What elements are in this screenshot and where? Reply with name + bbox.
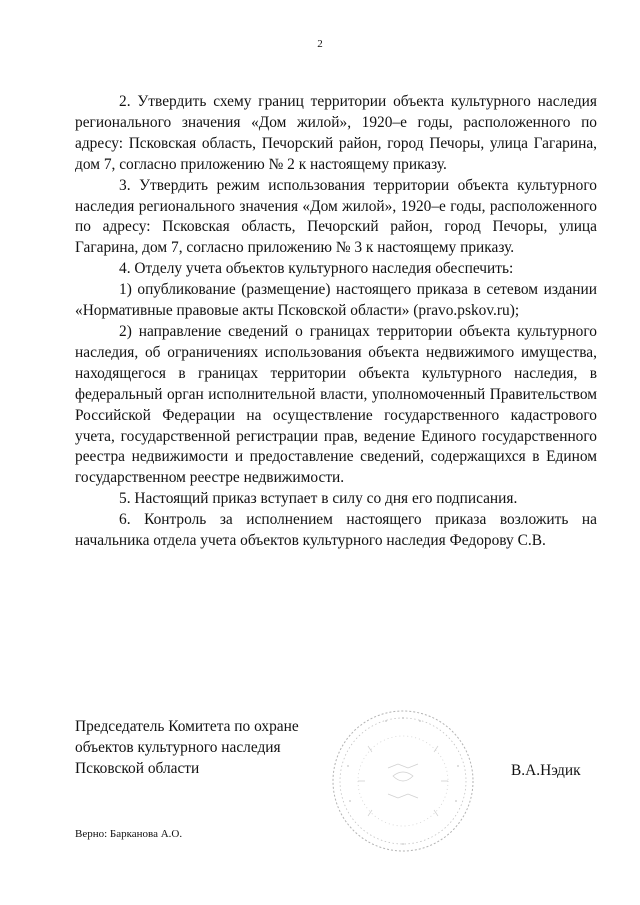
official-seal — [328, 706, 478, 856]
order-body — [75, 92, 597, 552]
paragraph-item-5: 5. Настоящий приказ вступает в силу со дня его подписания. — [119, 490, 518, 508]
paragraph-item-6: 6. Контроль за исполнением настоящего приказа возложить на начальника отдела учета объектов культурного наследия Федорову С.В. — [75, 511, 597, 550]
signatory-position-line: Председатель Комитета по охране — [75, 718, 299, 735]
paragraph-item-3: 3. Утвердить режим использования территории объекта культурного наследия регионального значения «Дом жилой», 1920–е годы, расположенного по адресу: Псковская область, Печорский район, город Печоры, улица Гагарина, дом 7, согласно приложению № 3 к настоящему приказу. — [75, 176, 597, 257]
verified-by-note: Верно: Барканова А.О. — [75, 828, 183, 840]
paragraph-item-4: 4. Отделу учета объектов культурного наследия обеспечить: — [119, 260, 514, 278]
signatory-position — [75, 716, 299, 779]
paragraph-subitem-1: 1) опубликование (размещение) настоящего приказа в сетевом издании «Нормативные правовые акты Псковской области» (pravo.pskov.ru); — [75, 281, 597, 320]
signatory-name: В.А.Нэдик — [511, 762, 581, 779]
signatory-position-line: объектов культурного наследия — [75, 739, 281, 756]
paragraph-item-2: 2. Утвердить схему границ территории объекта культурного наследия регионального значения «Дом жилой», 1920–е годы, расположенного по адресу: Псковская область, Печорский район, город Печоры, улица Гагарина, дом 7, согласно приложению № 2 к настоящему приказу. — [75, 93, 597, 173]
signatory-position-line: Псковской области — [75, 760, 200, 777]
paragraph-subitem-2: 2) направление сведений о границах территории объекта культурного наследия, об ограничениях использования объекта недвижимого имущества, находящегося в границах территории объекта культурного наследия, в федеральный орган исполнительной власти, уполномоченный Правительством Российской Федерации на осуществление государственного кадастрового учета, государственной регистрации прав, ведение Единого государственного реестра недвижимости и предоставление сведений, содержащихся в Едином государственном реестре недвижимости. — [75, 322, 597, 487]
page-number: 2 — [317, 38, 323, 50]
